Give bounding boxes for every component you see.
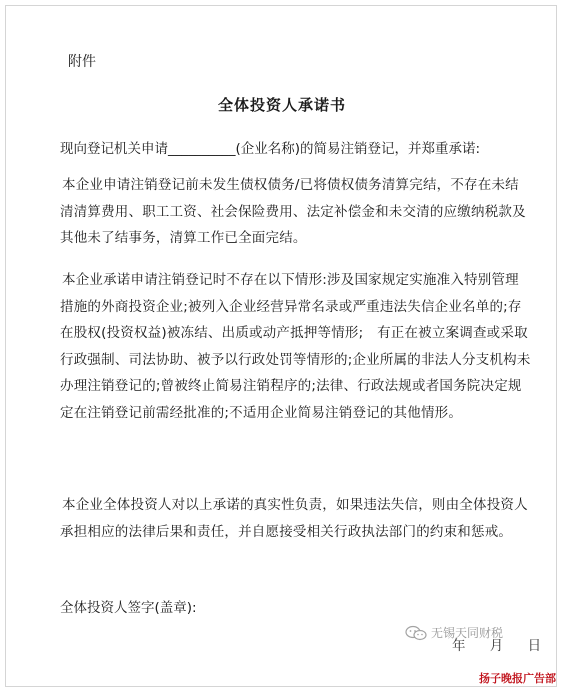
paragraph-debt-settled: 本企业申请注销登记前未发生债权债务/已将债权债务清算完结，不存在未结清清算费用、职工工资、社会保险费用、法定补偿金和未交清的应缴纳税款及其他未了结事务，清算工作已全面完结。 [60,177,526,246]
paragraph-responsibility: 本企业全体投资人对以上承诺的真实性负责，如果违法失信，则由全体投资人承担相应的法律后果和责任，并自愿接受相关行政执法部门的约束和惩戒。 [60,497,528,540]
document-title: 全体投资人承诺书 [217,96,346,114]
footer-brand: 扬子晚报广告部 [479,672,556,685]
intro-line: 现向登记机关申请__________(企业名称)的简易注销登记，并郑重承诺: [60,141,481,157]
paragraph-no-exclusions: 本企业承诺申请注销登记时不存在以下情形:涉及国家规定实施准入特别管理措施的外商投资企业;被列入企业经营异常名录或严重违法失信企业名单的;存在股权(投资权益)被冻结、出质或动产抵押等情形; 有正在被立案调查或采取行政强制、司法协助、被予以行政处罚等情形的;企业所属的非法人分支机构未办理注销登记的;曾被终止简易注销程序的;法律、行政法规或者国务院决定规定在注销登记前需经批准的;不适用企业简易注销登记的其他情形。 [60,272,531,421]
watermark-text: 无锡天同财税 [431,626,504,640]
wechat-logo-icon [405,625,427,641]
annex-label: 附件 [68,54,96,70]
date-line: 年 月 日 [452,638,552,654]
signature-label: 全体投资人签字(盖章): [60,600,197,616]
